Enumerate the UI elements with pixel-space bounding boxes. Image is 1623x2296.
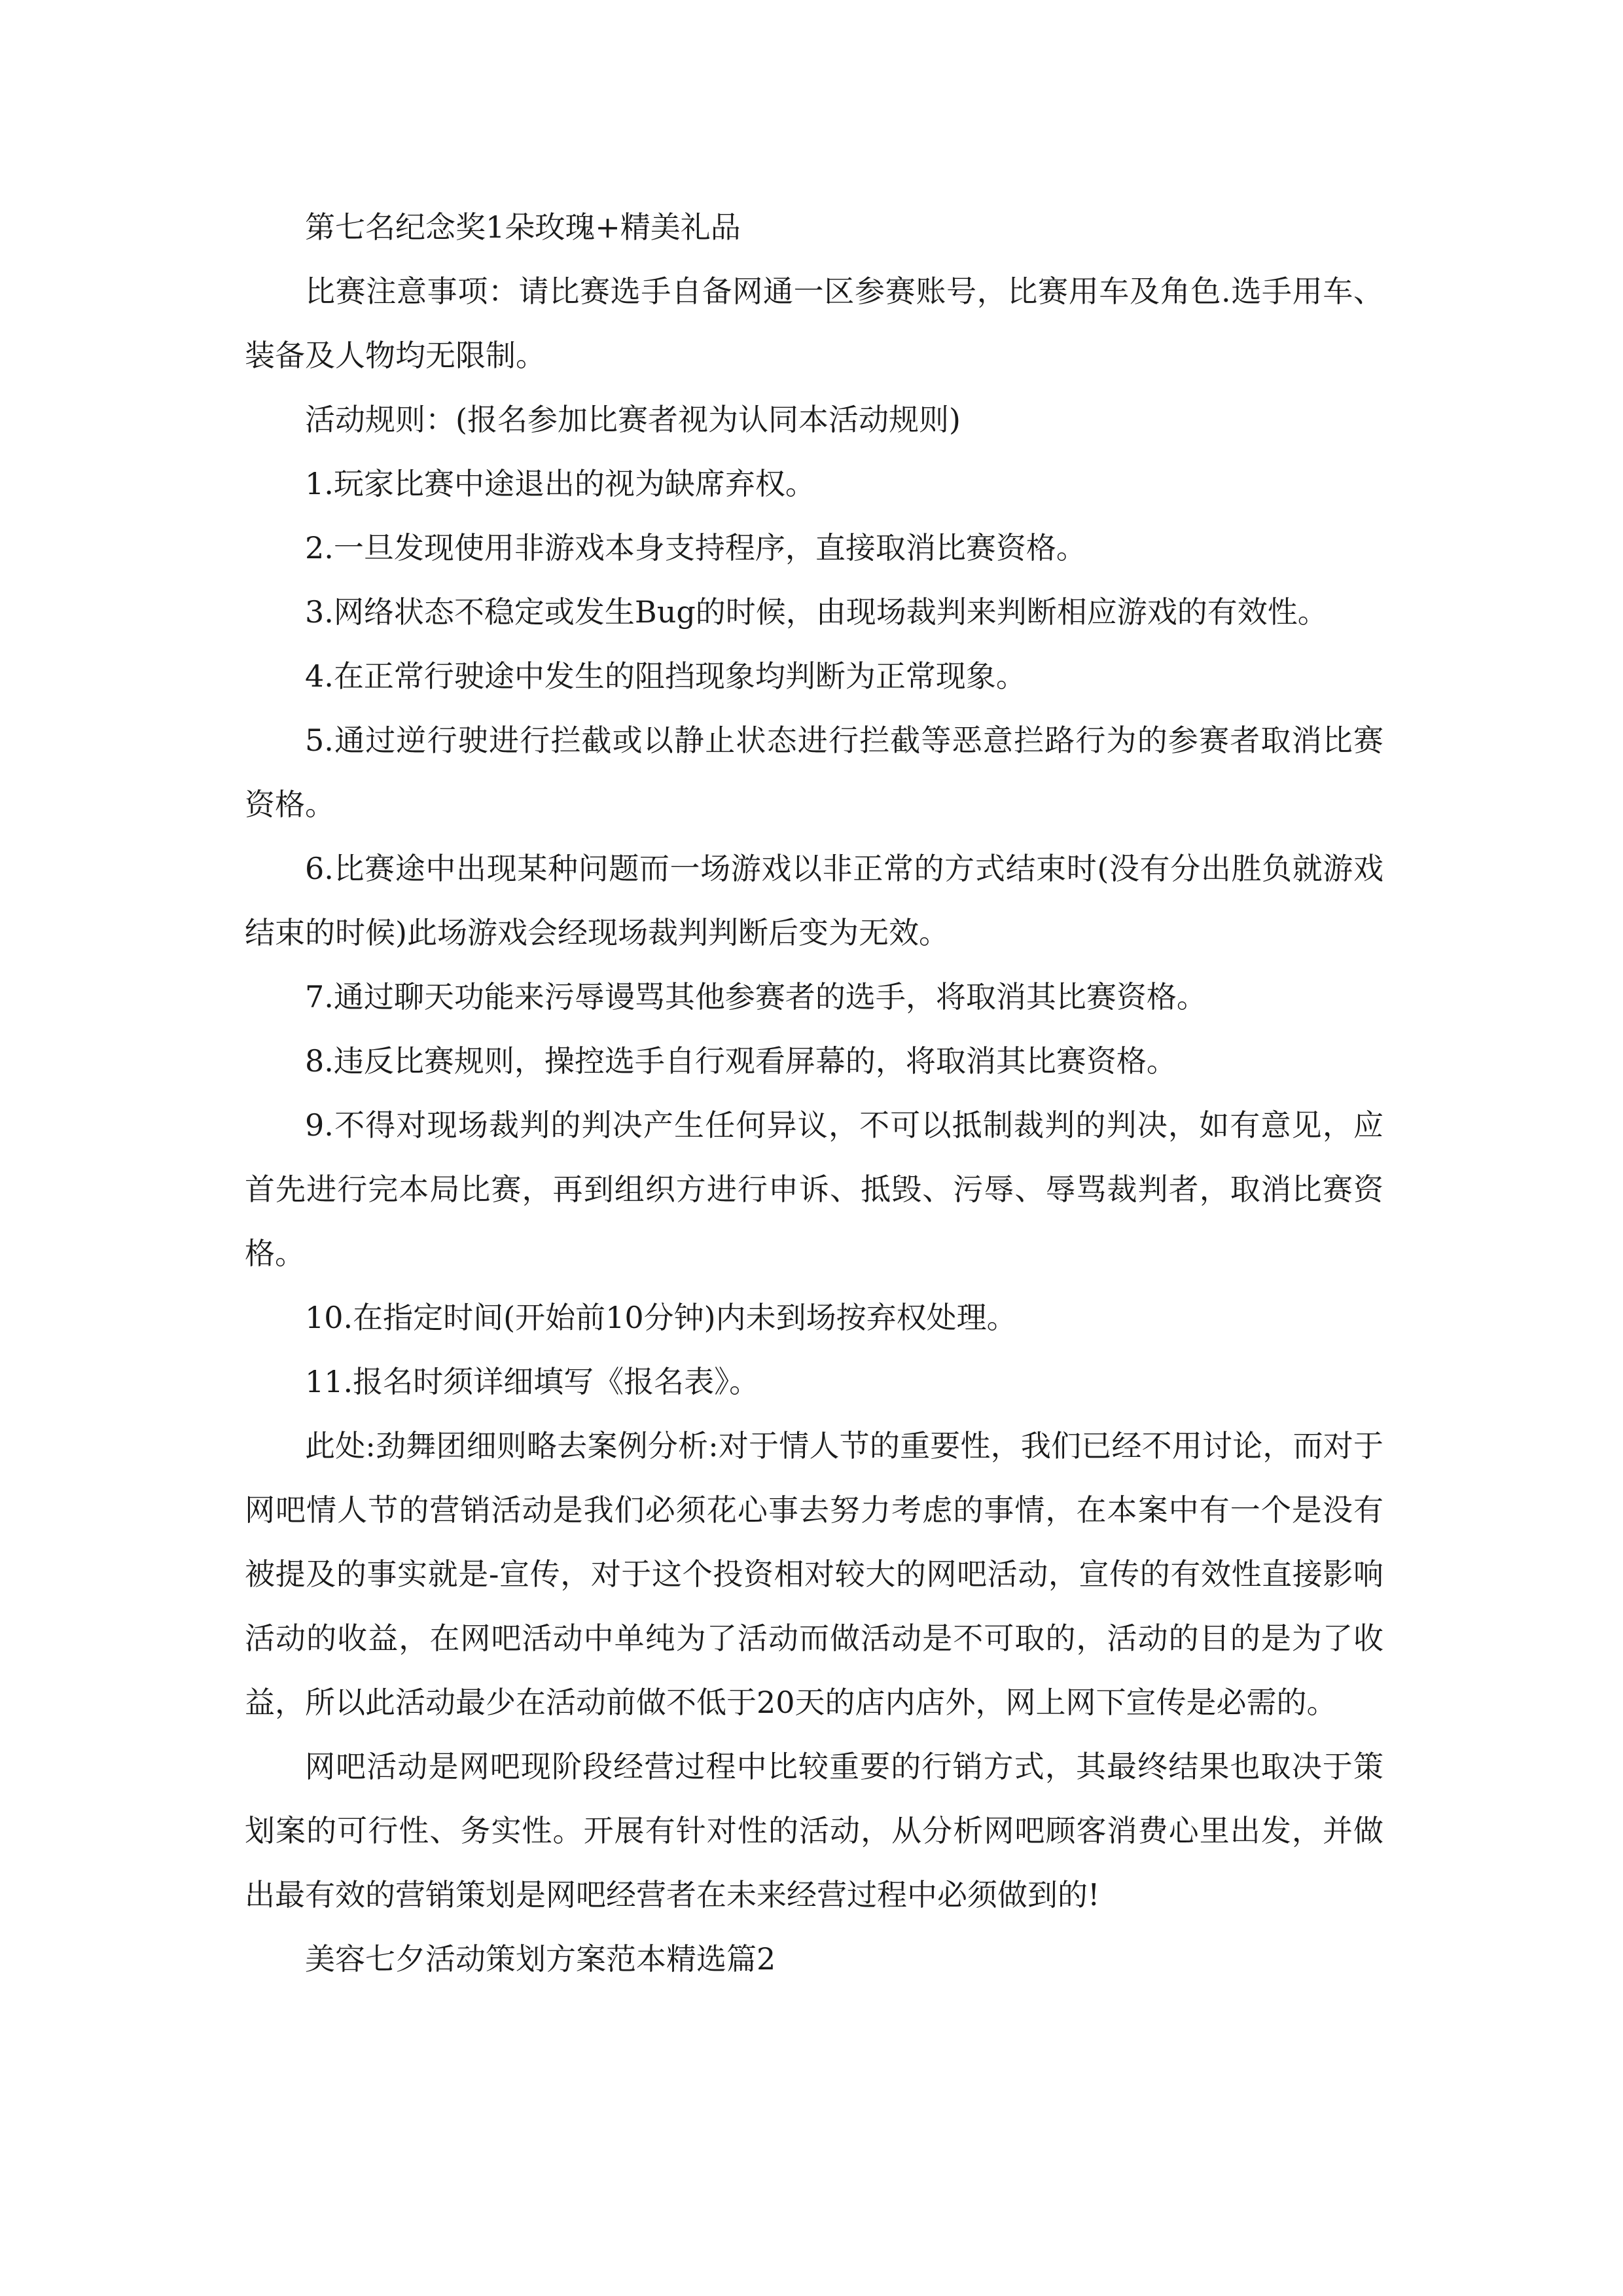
paragraph-case-analysis: 此处:劲舞团细则略去案例分析:对于情人节的重要性，我们已经不用讨论，而对于网吧情人节的营销活动是我们必须花心事去努力考虑的事情，在本案中有一个是没有被提及的事实就是-宣传，对于这个投资相对较大的网吧活动，宣传的有效性直接影响活动的收益，在网吧活动中单纯为了活动而做活动是不可取的，活动的目的是为了收益，所以此活动最少在活动前做不低于20天的店内店外，网上网下宣传是必需的。 bbox=[245, 1428, 1383, 1720]
paragraph-rules-heading: 活动规则：(报名参加比赛者视为认同本活动规则) bbox=[305, 402, 961, 437]
paragraph-rule-11: 11.报名时须详细填写《报名表》。 bbox=[305, 1364, 760, 1399]
paragraph-rule-6: 6.比赛途中出现某种问题而一场游戏以非正常的方式结束时(没有分出胜负就游戏结束的时候)此场游戏会经现场裁判判断后变为无效。 bbox=[245, 851, 1383, 950]
paragraph-next-title: 美容七夕活动策划方案范本精选篇2 bbox=[305, 1941, 776, 1977]
paragraph-notice: 比赛注意事项：请比赛选手自备网通一区参赛账号，比赛用车及角色.选手用车、装备及人物均无限制。 bbox=[245, 274, 1383, 373]
paragraph-rule-1: 1.玩家比赛中途退出的视为缺席弃权。 bbox=[305, 466, 815, 501]
paragraph-rule-5: 5.通过逆行驶进行拦截或以静止状态进行拦截等恶意拦路行为的参赛者取消比赛资格。 bbox=[245, 723, 1383, 822]
paragraph-rule-4: 4.在正常行驶途中发生的阻挡现象均判断为正常现象。 bbox=[305, 658, 1026, 694]
paragraph-prize-seventh: 第七名纪念奖1朵玫瑰+精美礼品 bbox=[305, 209, 741, 245]
paragraph-rule-7: 7.通过聊天功能来污辱谩骂其他参赛者的选手，将取消其比赛资格。 bbox=[305, 979, 1207, 1014]
paragraph-rule-3: 3.网络状态不稳定或发生Bug的时候，由现场裁判来判断相应游戏的有效性。 bbox=[305, 594, 1328, 630]
paragraph-conclusion: 网吧活动是网吧现阶段经营过程中比较重要的行销方式，其最终结果也取决于策划案的可行性、务实性。开展有针对性的活动，从分析网吧顾客消费心里出发，并做出最有效的营销策划是网吧经营者在未来经营过程中必须做到的! bbox=[245, 1749, 1383, 1912]
paragraph-rule-10: 10.在指定时间(开始前10分钟)内未到场按弃权处理。 bbox=[305, 1300, 1017, 1335]
paragraph-rule-8: 8.违反比赛规则，操控选手自行观看屏幕的，将取消其比赛资格。 bbox=[305, 1043, 1177, 1079]
paragraph-rule-9: 9.不得对现场裁判的判决产生任何异议，不可以抵制裁判的判决，如有意见，应首先进行完本局比赛，再到组织方进行申诉、抵毁、污辱、辱骂裁判者，取消比赛资格。 bbox=[245, 1107, 1383, 1271]
paragraph-rule-2: 2.一旦发现使用非游戏本身支持程序，直接取消比赛资格。 bbox=[305, 530, 1086, 565]
document-body bbox=[245, 195, 1383, 1991]
